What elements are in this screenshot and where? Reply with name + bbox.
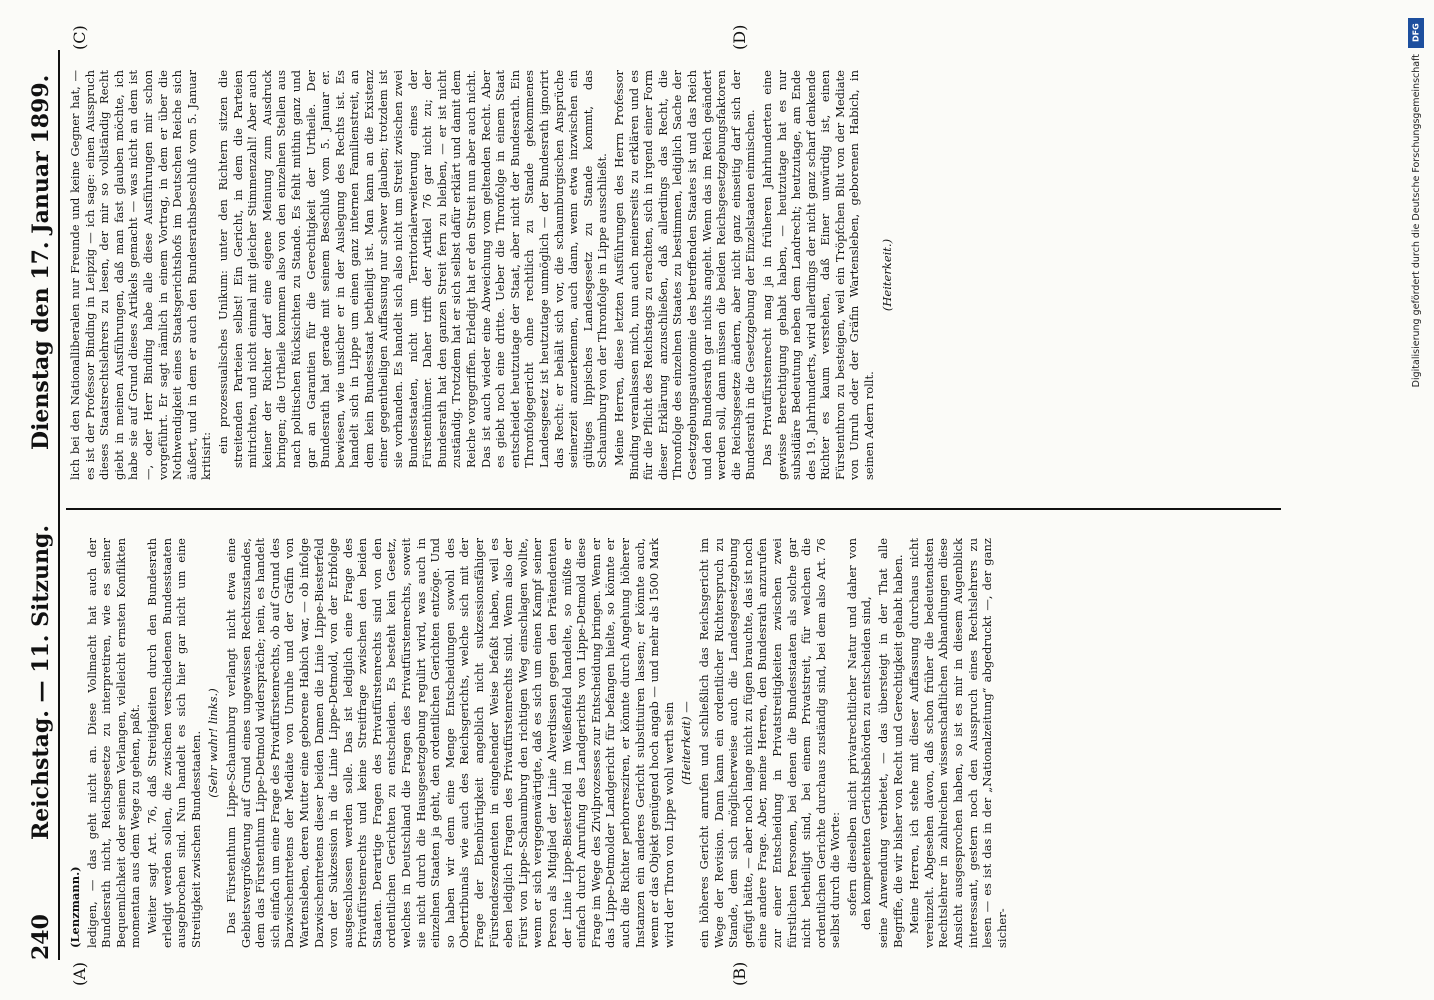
digitization-note [1406,10,1426,610]
margin-marker-a: (A) [70,961,89,986]
paragraph: Meine Herren, ich stehe mit dieser Auffassung durchaus nicht vereinzelt. Abgesehen davon, daß schon früher die bedeutendsten Rechtslehrer in zahlreichen wissenschaftlichen Abhandlungen diese Ansicht ausgesprochen haben, so ist es mir in diesem Augenblick interessant, gestern noch den Ausspruch eines Rechtslehrers zu lesen — es ist das in der „Nationalzeitung“ abgedruckt —, der ganz sicher- [907,538,1009,948]
dfg-logo: DFG [1408,18,1424,48]
left-column [68,538,1011,948]
paragraph: seine Anwendung verbietet, — das übersteigt in der That alle Begriffe, die wir bisher von Recht und Gerechtigkeit gehabt haben. [876,538,905,948]
interjection: (Heiterkeit) — [679,701,694,785]
interjection: (Sehr wahr! links.) [206,688,221,798]
quotation: ein prozessualisches Unikum: unter den Richtern sitzen die streitenden Parteien selbst! Ein Gericht, in dem die Parteien mitrichten, und nicht einmal mit gleicher Stimmenzahl! Aber auch keiner der Richter darf eine eigene Meinung zum Ausdruck bringen; die Urtheile kommen also von den einzelnen Stellen aus nach politischen Rücksichten zu Stande. Es fehlt mithin ganz und gar an Garantien für die Gerechtigkeit der Urtheile. Der Bundesrath hat gerade mit seinem Beschluß vom 5. Januar er. bewiesen, wie unsicher er in der Auslegung des Rechts ist. Es handelt sich in Lippe um einen ganz internen Familienstreit, an dem kein Bundesstaat betheiligt ist. Man kann an die Existenz einer gegentheiligen Auffassung nur schwer glauben; trotzdem ist sie vorhanden. Es handelt sich also nicht um Streit zwischen zwei Bundesstaaten, nicht um Territorialerweiterung eines der Fürstenthümer. Daher trifft der Artikel 76 gar nicht zu; der Bundesrath hat den ganzen Streit fern zu bleiben, — er ist nicht zuständig. Trotzdem hat er sich selbst dafür erklärt und damit dem Reiche vorgegriffen. Erledigt hat er den Streit nun aber auch nicht. Das ist auch wieder eine Abweichung vom geltenden Recht. Aber es giebt noch eine dritte. Ueber die Thronfolge in einem Staat entscheidet heutzutage der Staat, aber nicht der Bundesrath. Ein Thronfolgegericht ohne rechtlich zu Stande gekommenes Landesgesetz ist heutzutage unmöglich — der Bundesrath ignorirt das Recht: er behält sich vor, die schaumburgischen Ansprüche seinerzeit anzuerkennen, auch dann, wenn etwa inzwischen ein gültiges lippisches Landesgesetz zu Stande kommt, das Schaumburg von der Thronfolge in Lippe ausschließt. [215,70,610,468]
paragraph: Meine Herren, diese letzten Ausführungen des Herrn Professor Binding veranlassen mich, nun auch meinerseits zu erklären und es für die Pflicht des Reichstags zu erachten, sich in irgend einer Form dieser Erklärung anzuschließen, daß allerdings das Recht, die Thronfolge des einzelnen Staates zu bestimmen, lediglich Sache der Gesetzgebungsautonomie des betreffenden Staates ist und das Reich und den Bundesrath gar nichts angeht. Wenn das im Reich geändert werden soll, dann müssen die beiden Reichsgesetzgebungsfaktoren die Reichsgesetze ändern, aber nicht ganz einseitig darf sich der Bundesrath in die Gesetzgebung der Einzelstaaten einmischen. [611,70,758,480]
paragraph: Das Privatfürstenrecht mag ja in früheren Jahrhunderten eine gewisse Berechtigung gehabt haben, — heutzutage hat es nur subsidiäre Bedeutung neben dem Landrecht; heutzutage, am Ende des 19. Jahrhunderts, wird allerdings der nicht ganz scharf denkende Richter es kaum verstehen, daß Einer unwürdig ist, einen Fürstenthron zu besteigen, weil ein Tröpfchen Blut von der Mediate von Unruh oder der Gräfin Wartensleben, geborenen Habich, in seinen Adern rollt. [759,70,877,480]
margin-marker-b: (B) [730,961,749,986]
running-title-right: Dienstag den 17. Januar 1899. [28,74,54,450]
margin-marker-d: (D) [730,24,749,50]
running-title-left: Reichstag. — 11. Sitzung. [28,524,54,840]
paragraph: lich bei den Nationalliberalen nur Freunde und keine Gegner hat, — es ist der Professor Binding in Leipzig — ich sage: einen Ausspruch dieses Staatsrechtslehrers zu lesen, der mir so vollständig Recht giebt in meinen Ausführungen, daß man fast glauben möchte, ich habe sie auf Grund dieses Artikels gemacht — was nicht an dem ist —, oder Herr Binding habe alle diese Ausführungen mir schon vorgeführt. Er sagt nämlich in einem Vortrag, in dem er über die Nothwendigkeit eines Staatsgerichtshofs im Deutschen Reiche sich äußert, und in dem er auch den Bundesrathsbeschluß vom 5. Januar kritisirt: [68,70,214,480]
digitization-credit: Digitalisierung gefördert durch die Deutsche Forschungsgemeinschaft [1411,54,1422,388]
header-rule [58,50,60,960]
speaker-label: (Lenzmann.) [68,866,82,948]
paragraph: Weiter sagt Art. 76, daß Streitigkeiten durch den Bundesrath erledigt werden sollen, die zwischen verschiedenen Bundesstaaten ausgebrochen sind. Nun handelt es sich hier gar nicht um eine Streitigkeit zwischen Bundesstaaten. [144,538,203,948]
quotation: sofern dieselben nicht privatrechtlicher Natur und daher von den kompetenten Gerichtsbehörden zu entscheiden sind, [844,538,874,930]
paragraph: ledigen, — das geht nicht an. Diese Vollmacht hat auch der Bundesrath nicht, Reichsgesetze zu interpretiren, wie es seiner Bequemlichkeit oder seinem Verlangen, vielleicht ernsten Konflikten momentan aus dem Wege zu gehen, paßt. [84,538,143,948]
column-rule [66,508,1281,510]
paragraph: ein höheres Gericht anrufen und schließlich das Reichsgericht im Wege der Revision. Dann kann ein ordentlicher Richterspruch zu Stande, dem sich möglicherweise auch die Landesgesetzgebung gefügt hätte, — aber noch lange nicht zu fügen brauchte, das ist noch eine andere Frage. Aber, meine Herren, den Bundesrath anzurufen zur einer Entscheidung in Privatstreitigkeiten zwischen zwei fürstlichen Personen, bei denen die Bundesstaaten als solche gar nicht betheiligt sind, bei einem Privatstreit, für welchen die ordentlichen Gerichte durchaus zuständig sind, bei dem also Art. 76 selbst durch die Worte: [696,538,843,948]
paragraph: Das Fürstenthum Lippe-Schaumburg verlangt nicht etwa eine Gebietsvergrößerung auf Grund eines ungewissen Rechtszustandes, dem das Fürstenthum Lippe-Detmold widerspräche; nein, es handelt sich einfach um eine Frage des Privatfürstenrechts, ob auf Grund des Dazwischentretens der Mediate von Unruhe und der Gräfin von Wartensleben, deren Mutter eine geborene Habich war, — ob infolge Dazwischentretens dieser beiden Damen die Linie Lippe-Biesterfeld von der Sukzession in die Linie Lippe-Detmold, von der Erbfolge ausgeschlossen werden solle. Das ist lediglich eine Frage des Privatfürstenrechts und keine Streitfrage zwischen den beiden Staaten. Derartige Fragen des Privatfürstenrechts sind von den ordentlichen Gerichten zu entscheiden. Es besteht kein Gesetz, welches in Deutschland die Fragen des Privatfürstenrechts, soweit sie nicht durch die Hausgesetzgebung regulirt wird, was auch in einzelnen Staaten ja geht, den ordentlichen Gerichten entzöge. Und so haben wir denn eine Menge Entscheidungen sowohl des Obertribunals wie auch des Reichsgerichts, welche sich mit der Frage der Ebenbürtigkeit angeblich nicht sukzessionsfähiger Fürstendeszendenten in eingehender Weise befaßt haben, weil es eben lediglich Fragen des Privatfürstenrechts sind. Wenn also der Fürst von Lippe-Schaumburg den richtigen Weg einschlagen wollte, wenn er sich vergegenwärtigte, daß es sich um einen Kampf seiner Person als Mitglied der Linie Alverdissen gegen den Prätendenten der Linie Lippe-Biesterfeld im Weißenfeld handelte, so müßte er einfach durch Anrufung des Landgerichts von Lippe-Detmold diese Frage im Wege des Zivilprozesses zur Entscheidung bringen. Wenn er das Lippe-Detmolder Landgericht für befangen hielte, so könnte er auch die Richter perhorresziren, er könnte durch Angehung höherer Instanzen ein anderes Gericht substituiren lassen; er könnte auch, wenn er das Objekt genügend hoch angab — und mehr als 1500 Mark wird der Thron von Lippe wohl werth sein [223,538,676,948]
right-column [68,70,897,480]
running-head [22,50,62,960]
page-number: 240 [28,914,54,960]
margin-marker-c: (C) [70,25,89,50]
interjection: (Heiterkeit.) [879,238,894,312]
